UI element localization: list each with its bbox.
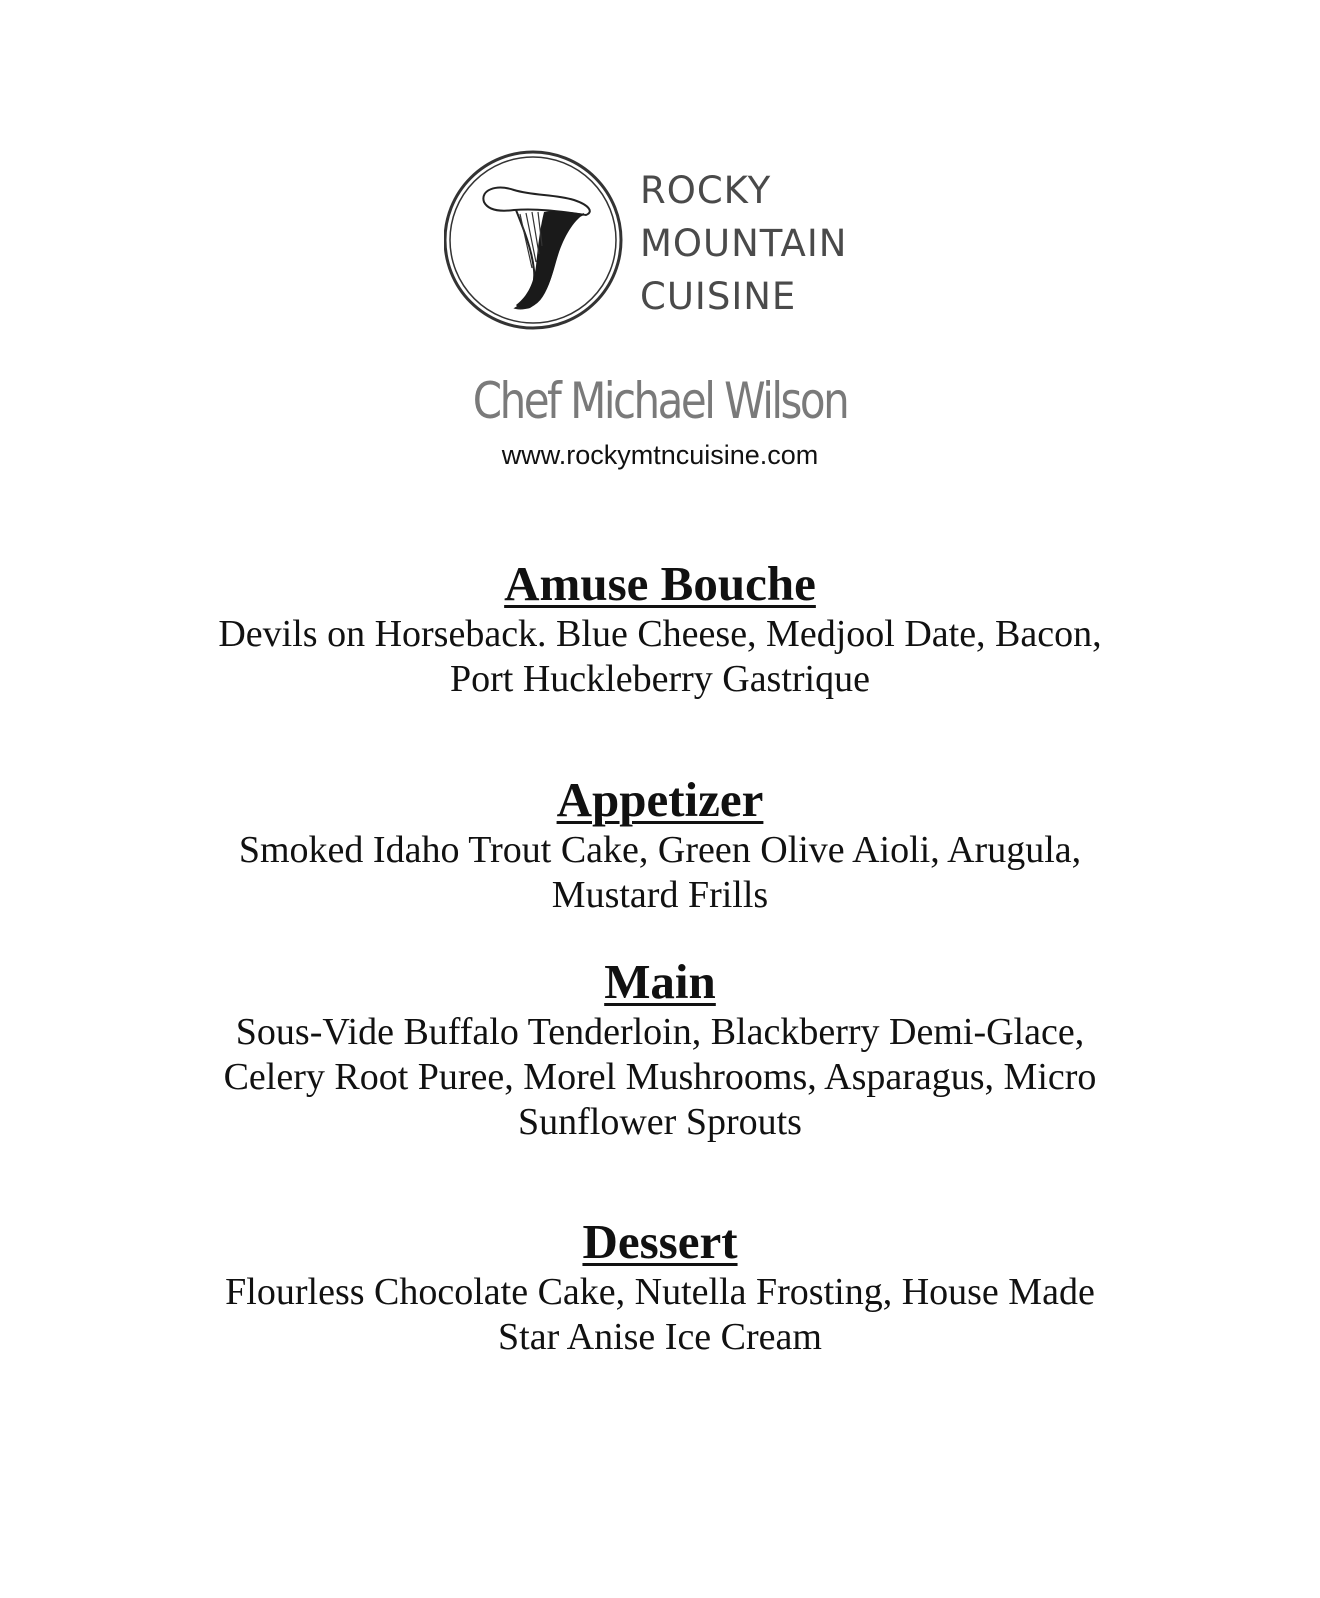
course-description — [160, 612, 1160, 702]
course-title: Amuse Bouche — [504, 556, 816, 611]
course-title: Main — [604, 954, 716, 1009]
description-line: Sous-Vide Buffalo Tenderloin, Blackberry Demi-Glace, — [235, 1011, 1085, 1053]
logo — [444, 150, 874, 340]
description-line: Celery Root Puree, Morel Mushrooms, Asparagus, Micro — [223, 1056, 1097, 1098]
description-line: Mustard Frills — [551, 874, 769, 916]
description-line: Smoked Idaho Trout Cake, Green Olive Aioli, Arugula, — [238, 829, 1082, 871]
chef-name: Chef Michael Wilson — [472, 372, 848, 430]
logo-wordmark — [640, 164, 847, 323]
logo-line: MOUNTAIN — [640, 222, 848, 265]
course-description — [160, 1010, 1160, 1145]
course-title: Dessert — [582, 1214, 738, 1269]
course-appetizer — [160, 772, 1160, 918]
course-amuse-bouche — [160, 556, 1160, 702]
description-line: Devils on Horseback. Blue Cheese, Medjool Date, Bacon, — [218, 613, 1102, 655]
description-line: Sunflower Sprouts — [518, 1101, 802, 1143]
logo-line: ROCKY — [640, 169, 772, 212]
course-description — [160, 1270, 1160, 1360]
course-title: Appetizer — [556, 772, 764, 827]
description-line: Star Anise Ice Cream — [498, 1316, 822, 1358]
course-main — [160, 954, 1160, 1145]
logo-line: CUISINE — [640, 275, 797, 318]
course-dessert — [160, 1214, 1160, 1360]
mushroom-icon — [444, 150, 630, 336]
description-line: Port Huckleberry Gastrique — [450, 658, 870, 700]
website-url: www.rockymtncuisine.com — [501, 440, 819, 470]
course-description — [160, 828, 1160, 918]
description-line: Flourless Chocolate Cake, Nutella Frosting, House Made — [225, 1271, 1095, 1313]
